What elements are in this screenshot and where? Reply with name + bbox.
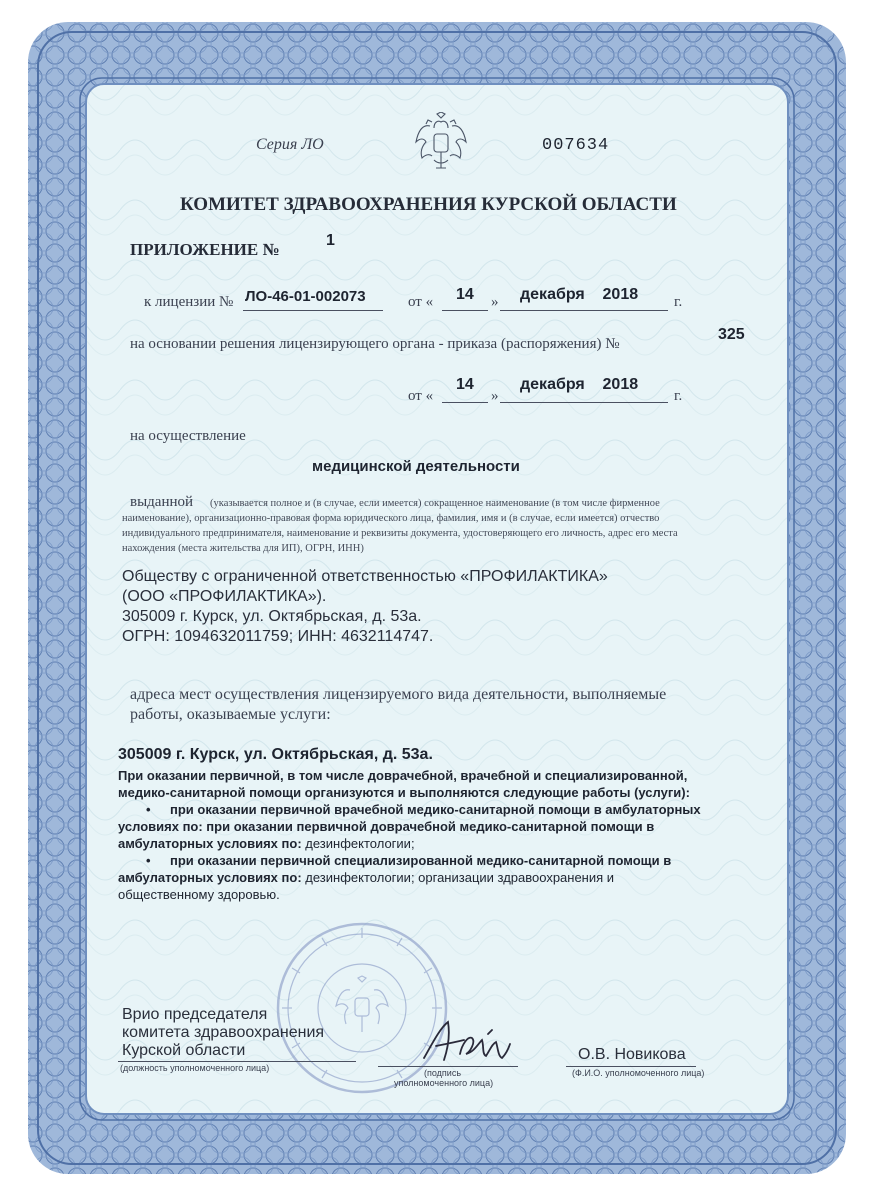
services-item1-line1: при оказании первичной врачебной медико-санитарной помощи в амбулаторных <box>170 802 701 817</box>
signatory-position-line1: Врио председателя <box>122 1006 268 1023</box>
issued-note-line4: нахождения (места жительства для ИП), ОГРН, ИНН) <box>122 543 364 554</box>
services-item2-line2 <box>118 870 614 885</box>
services-intro-line1: При оказании первичной, в том числе доврачебной, врачебной и специализированной, <box>118 768 688 783</box>
organization-line4: ОГРН: 1094632011759; ИНН: 4632114747. <box>122 628 434 645</box>
decision-date-from: от « <box>408 388 434 404</box>
signature-underline <box>378 1066 518 1067</box>
committee-title: КОМИТЕТ ЗДРАВООХРАНЕНИЯ КУРСКОЙ ОБЛАСТИ <box>180 194 677 215</box>
services-item1-line3-bold: амбулаторных условиях по: <box>118 836 302 851</box>
russian-coat-of-arms-emblem <box>412 112 470 178</box>
issued-note-line1: (указывается полное и (в случае, если имеется) сокращенное наименование (в том числе фирменное <box>210 498 660 509</box>
organization-line2: (ООО «ПРОФИЛАКТИКА»). <box>122 588 327 605</box>
serial-number: 007634 <box>542 136 610 155</box>
appendix-label: ПРИЛОЖЕНИЕ № <box>130 240 280 259</box>
services-bullet-2: • <box>146 853 151 868</box>
signatory-position-line2: комитета здравоохранения <box>122 1024 325 1041</box>
license-year-suffix: г. <box>674 294 683 310</box>
signatory-name: О.В. Новикова <box>578 1046 686 1063</box>
decision-number: 325 <box>718 326 745 343</box>
addresses-label-line2: работы, оказываемые услуги: <box>130 706 331 723</box>
decision-quote-close: » <box>491 388 499 404</box>
decision-year-suffix: г. <box>674 388 683 404</box>
issued-note-line3: индивидуального предпринимателя, наименование и реквизиты документа, удостоверяющего его личность, адрес его места <box>122 528 678 539</box>
decision-month-year: декабря 2018 <box>520 376 639 393</box>
services-item1-line3-rest: дезинфектологии; <box>301 836 415 851</box>
services-item1-line3 <box>118 836 415 851</box>
decision-day-underline <box>442 402 488 403</box>
license-month-year: декабря 2018 <box>520 286 639 303</box>
handwritten-signature <box>418 1014 514 1068</box>
services-intro-line2: медико-санитарной помощи организуются и выполняются следующие работы (услуги): <box>118 785 690 800</box>
decision-month-underline <box>500 402 668 403</box>
license-day-underline <box>442 310 488 311</box>
license-quote-close: » <box>491 294 499 310</box>
license-date-from: от « <box>408 294 434 310</box>
appendix-number: 1 <box>326 232 335 249</box>
signature-caption-line1: (подпись <box>424 1068 462 1078</box>
license-prefix: к лицензии № <box>144 294 234 310</box>
name-caption: (Ф.И.О. уполномоченного лица) <box>572 1068 705 1078</box>
activity-value: медицинской деятельности <box>312 458 520 475</box>
activity-label: на осуществление <box>130 428 246 444</box>
name-underline <box>566 1066 696 1067</box>
services-address: 305009 г. Курск, ул. Октябрьская, д. 53а. <box>118 746 433 763</box>
decision-day: 14 <box>456 376 474 393</box>
services-item2-line3: общественному здоровью. <box>118 887 280 902</box>
organization-line1: Обществу с ограниченной ответственностью «ПРОФИЛАКТИКА» <box>122 568 608 585</box>
license-day: 14 <box>456 286 474 303</box>
license-number-underline <box>243 310 383 311</box>
services-item2-line2-bold: амбулаторных условиях по: <box>118 870 302 885</box>
services-bullet-1: • <box>146 802 151 817</box>
issued-label: выданной <box>130 494 194 510</box>
position-caption: (должность уполномоченного лица) <box>120 1063 270 1073</box>
issued-note-line2: наименование), организационно-правовая форма юридического лица, фамилия, имя и (в случае, если имеется) отчество <box>122 513 660 524</box>
license-number: ЛО-46-01-002073 <box>245 288 366 305</box>
signature-caption-line2: уполномоченного лица) <box>394 1078 494 1088</box>
organization-line3: 305009 г. Курск, ул. Октябрьская, д. 53а. <box>122 608 422 625</box>
decision-text: на основании решения лицензирующего органа - приказа (распоряжения) № <box>130 336 620 352</box>
services-item2-line2-rest: дезинфектологии; организации здравоохранения и <box>301 870 615 885</box>
services-item2-line1: при оказании первичной специализированной медико-санитарной помощи в <box>170 853 672 868</box>
license-month-underline <box>500 310 668 311</box>
series-label: Серия ЛО <box>256 136 324 153</box>
position-underline <box>118 1061 356 1062</box>
services-item1-line2: условиях по: при оказании первичной доврачебной медико-санитарной помощи в <box>118 819 655 834</box>
addresses-label-line1: адреса мест осуществления лицензируемого вида деятельности, выполняемые <box>130 686 667 703</box>
signatory-position-line3: Курской области <box>122 1042 246 1059</box>
